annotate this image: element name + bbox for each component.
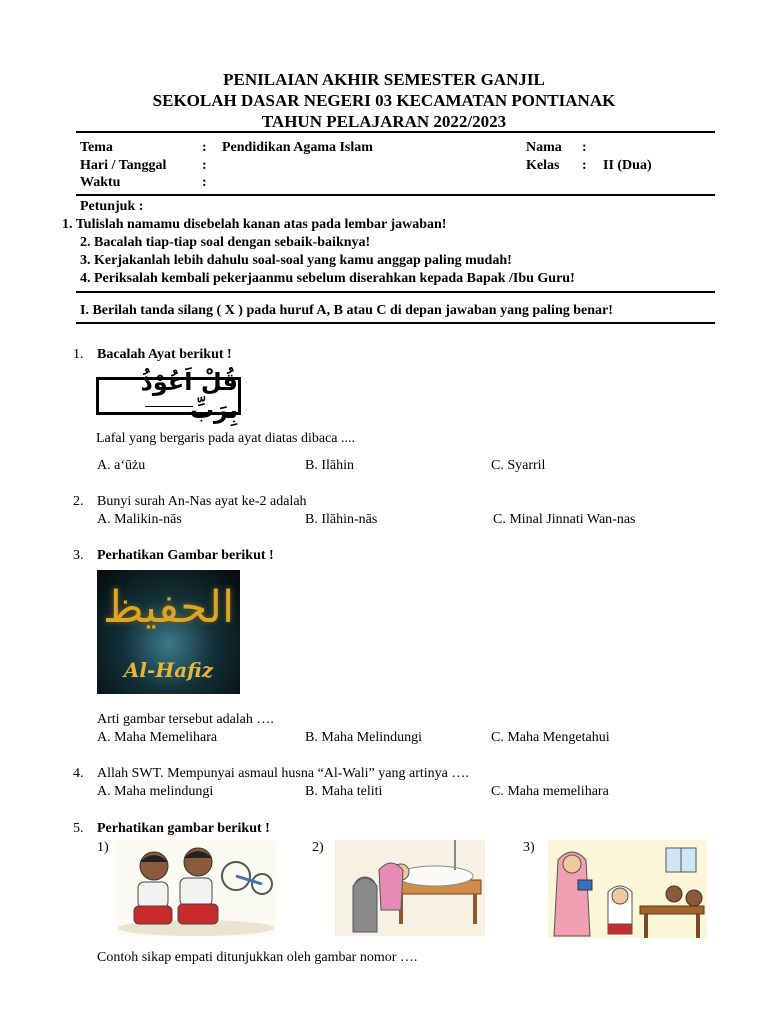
instructions-heading: Petunjuk : [80,199,144,214]
q4-option-c[interactable]: C. Maha memelihara [491,784,609,799]
q2-option-a[interactable]: A. Malikin-nās [97,512,182,527]
al-hafiz-caption: Al-Hafiz [123,658,214,682]
q5-prompt: Contoh sikap empati ditunjukkan oleh gambar nomor …. [97,950,418,965]
instruction-1: 1. Tulislah namamu disebelah kanan atas pada lembar jawaban! [62,217,447,232]
q1-option-b[interactable]: B. Ilāhin [305,458,354,473]
tema-label: Tema [80,140,113,155]
hari-label: Hari / Tanggal [80,158,167,173]
q5-number: 5. [73,821,84,836]
q5-label-1: 1) [97,840,109,855]
instruction-4: 4. Periksalah kembali pekerjaanmu sebelum diserahkan kepada Bapak /Ibu Guru! [80,271,575,286]
q3-option-c[interactable]: C. Maha Mengetahui [491,730,610,745]
q5-text: Perhatikan gambar berikut ! [97,821,270,836]
q2-option-b[interactable]: B. Ilāhin-nās [305,512,378,527]
q3-prompt: Arti gambar tersebut adalah …. [97,712,274,727]
q1-arabic-verse: قُلْ اَعُوْذُ بِرَبِّ [96,377,241,415]
identity-rule [76,194,715,196]
al-hafiz-image [97,570,240,694]
q3-number: 3. [73,548,84,563]
q4-option-a[interactable]: A. Maha melindungi [97,784,214,799]
nama-label: Nama [526,140,562,155]
q5-label-2: 2) [312,840,324,855]
kelas-colon: : [582,158,587,173]
section-1-heading: I. Berilah tanda silang ( X ) pada huruf A, B atau C di depan jawaban yang paling benar! [80,303,613,318]
title-line-3: TAHUN PELAJARAN 2022/2023 [261,112,507,131]
q2-text: Bunyi surah An-Nas ayat ke-2 adalah [97,494,307,509]
q1-option-a[interactable]: A. aʻūżu [97,458,146,473]
kelas-label: Kelas [526,158,560,173]
waktu-label: Waktu [80,175,121,190]
kelas-value: II (Dua) [603,158,652,173]
q2-number: 2. [73,494,84,509]
empathy-picture-3 [548,840,707,938]
instruction-2: 2. Bacalah tiap-tiap soal dengan sebaik-baiknya! [80,235,371,250]
title-line-2: SEKOLAH DASAR NEGERI 03 KECAMATAN PONTIANAK [152,91,616,110]
hari-colon: : [202,158,207,173]
q3-option-a[interactable]: A. Maha Memelihara [97,730,218,745]
title-line-1: PENILAIAN AKHIR SEMESTER GANJIL [223,70,545,89]
waktu-colon: : [202,175,207,190]
instruction-3: 3. Kerjakanlah lebih dahulu soal-soal yang kamu anggap paling mudah! [80,253,512,268]
header-rule [76,131,715,133]
q3-text: Perhatikan Gambar berikut ! [97,548,274,563]
tema-colon: : [202,140,207,155]
q1-verse-underline [145,406,193,407]
instructions-rule [76,291,715,293]
empathy-picture-2 [335,840,485,936]
q4-text: Allah SWT. Mempunyai asmaul husna “Al-Wali” yang artinya …. [97,766,469,781]
empathy-picture-1 [116,840,276,936]
nama-colon: : [582,140,587,155]
section-1-rule [76,322,715,324]
q1-prompt: Lafal yang bergaris pada ayat diatas dibaca .... [96,431,356,446]
q1-option-c[interactable]: C. Syarril [491,458,546,473]
q1-number: 1. [73,347,84,362]
tema-value: Pendidikan Agama Islam [222,140,373,155]
al-hafiz-calligraphy: الحفيظ [102,582,235,633]
q5-label-3: 3) [523,840,535,855]
q4-number: 4. [73,766,84,781]
q1-text: Bacalah Ayat berikut ! [97,347,232,362]
q3-option-b[interactable]: B. Maha Melindungi [305,730,423,745]
q2-option-c[interactable]: C. Minal Jinnati Wan-nas [493,512,636,527]
q4-option-b[interactable]: B. Maha teliti [305,784,383,799]
